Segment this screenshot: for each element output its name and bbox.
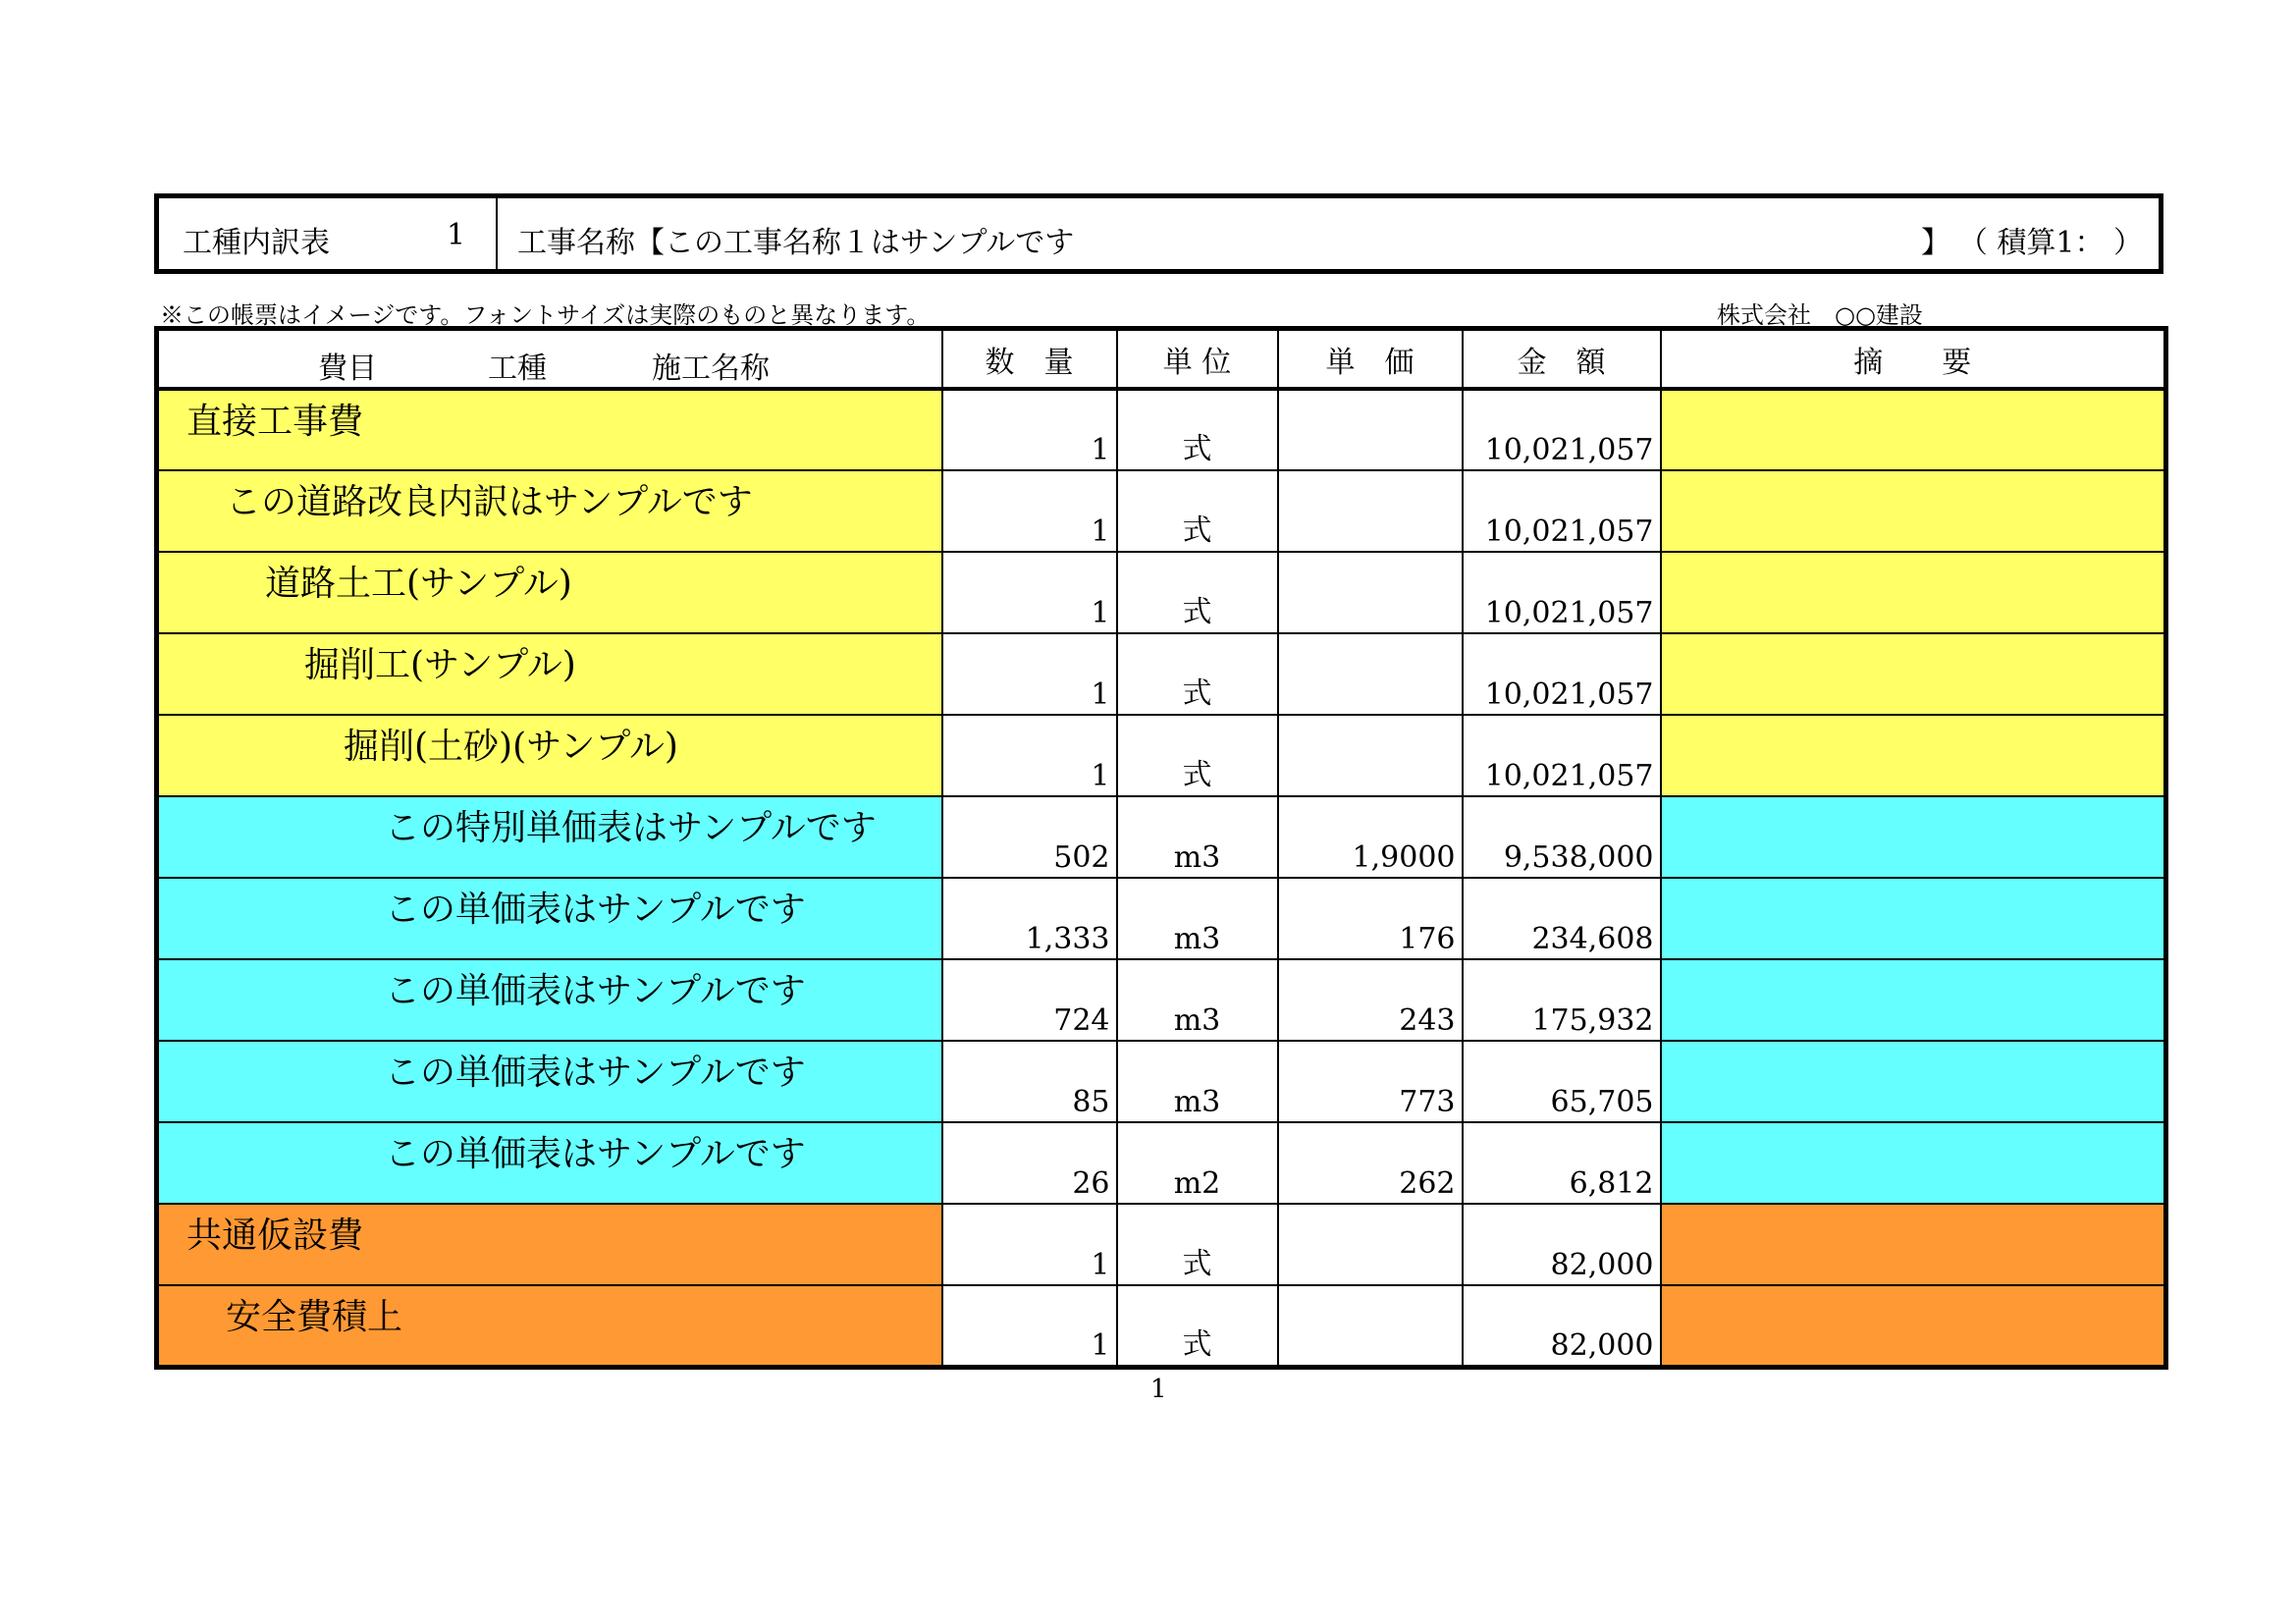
row-remarks bbox=[1661, 878, 2166, 959]
row-unit: m3 bbox=[1117, 1041, 1278, 1122]
table-row bbox=[157, 878, 2166, 959]
col-header-unit: 単 位 bbox=[1117, 329, 1278, 390]
row-unit: m3 bbox=[1117, 878, 1278, 959]
row-name: 道路土工(サンプル) bbox=[265, 564, 572, 604]
row-name: この単価表はサンプルです bbox=[385, 1053, 806, 1093]
table-row bbox=[157, 959, 2166, 1041]
row-name-cell bbox=[157, 959, 942, 1041]
row-amount: 10,021,057 bbox=[1463, 470, 1661, 552]
row-quantity: 1,333 bbox=[942, 878, 1117, 959]
row-unit: 式 bbox=[1117, 1204, 1278, 1285]
row-name: 安全費積上 bbox=[226, 1297, 403, 1337]
row-unit: 式 bbox=[1117, 470, 1278, 552]
row-amount: 82,000 bbox=[1463, 1204, 1661, 1285]
row-price bbox=[1278, 389, 1463, 470]
table-row bbox=[157, 796, 2166, 878]
row-unit: 式 bbox=[1117, 552, 1278, 633]
row-remarks bbox=[1661, 715, 2166, 796]
table-row bbox=[157, 633, 2166, 715]
breakdown-table bbox=[154, 326, 2168, 1370]
row-name: この単価表はサンプルです bbox=[385, 890, 806, 930]
row-remarks bbox=[1661, 1122, 2166, 1204]
row-remarks bbox=[1661, 552, 2166, 633]
row-amount: 82,000 bbox=[1463, 1285, 1661, 1367]
row-amount: 10,021,057 bbox=[1463, 552, 1661, 633]
col-header-price: 単 価 bbox=[1278, 329, 1463, 390]
table-header-row bbox=[157, 329, 2166, 390]
row-name-cell bbox=[157, 796, 942, 878]
col-header-type: 工種 bbox=[488, 351, 547, 386]
row-price: 773 bbox=[1278, 1041, 1463, 1122]
table-body bbox=[157, 389, 2166, 1367]
row-quantity: 1 bbox=[942, 470, 1117, 552]
row-price bbox=[1278, 470, 1463, 552]
row-name-cell bbox=[157, 633, 942, 715]
row-name: 掘削(土砂)(サンプル) bbox=[344, 727, 678, 767]
row-remarks bbox=[1661, 633, 2166, 715]
image-note: ※この帳票はイメージです。フォントサイズは実際のものと異なります。 bbox=[160, 301, 931, 329]
row-price: 262 bbox=[1278, 1122, 1463, 1204]
row-name: この特別単価表はサンプルです bbox=[385, 808, 877, 848]
table-row bbox=[157, 1041, 2166, 1122]
table-row bbox=[157, 1122, 2166, 1204]
row-quantity: 1 bbox=[942, 715, 1117, 796]
row-price bbox=[1278, 552, 1463, 633]
row-amount: 10,021,057 bbox=[1463, 389, 1661, 470]
row-quantity: 1 bbox=[942, 389, 1117, 470]
table-row bbox=[157, 1204, 2166, 1285]
row-quantity: 502 bbox=[942, 796, 1117, 878]
col-header-construction-name: 施工名称 bbox=[652, 351, 770, 386]
row-name-cell bbox=[157, 1122, 942, 1204]
row-price bbox=[1278, 715, 1463, 796]
row-remarks bbox=[1661, 470, 2166, 552]
row-amount: 10,021,057 bbox=[1463, 633, 1661, 715]
report-header bbox=[154, 193, 2163, 274]
row-name-cell bbox=[157, 552, 942, 633]
table-row bbox=[157, 552, 2166, 633]
row-unit: m3 bbox=[1117, 796, 1278, 878]
row-name: この単価表はサンプルです bbox=[385, 971, 806, 1011]
row-unit: 式 bbox=[1117, 633, 1278, 715]
row-remarks bbox=[1661, 1204, 2166, 1285]
project-name-close-bracket: 】 bbox=[1921, 226, 1950, 260]
row-amount: 9,538,000 bbox=[1463, 796, 1661, 878]
col-header-remarks: 摘 要 bbox=[1661, 329, 2166, 390]
row-price: 176 bbox=[1278, 878, 1463, 959]
col-header-item: 費目 bbox=[318, 351, 377, 386]
row-name-cell bbox=[157, 1041, 942, 1122]
row-name: 共通仮設費 bbox=[187, 1216, 364, 1256]
row-amount: 10,021,057 bbox=[1463, 715, 1661, 796]
row-price bbox=[1278, 633, 1463, 715]
table-row bbox=[157, 1285, 2166, 1367]
row-quantity: 1 bbox=[942, 1285, 1117, 1367]
row-quantity: 1 bbox=[942, 633, 1117, 715]
row-quantity: 85 bbox=[942, 1041, 1117, 1122]
row-unit: 式 bbox=[1117, 1285, 1278, 1367]
report-title-cell bbox=[159, 198, 498, 269]
row-quantity: 1 bbox=[942, 1204, 1117, 1285]
row-remarks bbox=[1661, 959, 2166, 1041]
row-quantity: 1 bbox=[942, 552, 1117, 633]
company-name: 株式会社 ○○建設 bbox=[1717, 301, 1923, 329]
row-amount: 234,608 bbox=[1463, 878, 1661, 959]
project-name-cell bbox=[498, 198, 2159, 269]
row-amount: 6,812 bbox=[1463, 1122, 1661, 1204]
table-row bbox=[157, 389, 2166, 470]
row-name-cell bbox=[157, 715, 942, 796]
row-remarks bbox=[1661, 1041, 2166, 1122]
row-price: 243 bbox=[1278, 959, 1463, 1041]
row-name: 直接工事費 bbox=[187, 402, 364, 442]
estimate-label: （ 積算1： ） bbox=[1957, 226, 2143, 260]
col-header-amount: 金 額 bbox=[1463, 329, 1661, 390]
row-remarks bbox=[1661, 389, 2166, 470]
row-amount: 175,932 bbox=[1463, 959, 1661, 1041]
row-remarks bbox=[1661, 796, 2166, 878]
row-name: この単価表はサンプルです bbox=[385, 1134, 806, 1174]
table-row bbox=[157, 470, 2166, 552]
row-name-cell bbox=[157, 389, 942, 470]
row-name-cell bbox=[157, 1285, 942, 1367]
row-unit: m2 bbox=[1117, 1122, 1278, 1204]
row-unit: 式 bbox=[1117, 715, 1278, 796]
row-name-cell bbox=[157, 878, 942, 959]
row-unit: 式 bbox=[1117, 389, 1278, 470]
report-title: 工種内訳表 bbox=[183, 226, 330, 260]
table-row bbox=[157, 715, 2166, 796]
row-name-cell bbox=[157, 470, 942, 552]
row-unit: m3 bbox=[1117, 959, 1278, 1041]
row-name: 掘削工(サンプル) bbox=[304, 645, 576, 685]
row-price: 1,9000 bbox=[1278, 796, 1463, 878]
col-header-quantity: 数 量 bbox=[942, 329, 1117, 390]
row-amount: 65,705 bbox=[1463, 1041, 1661, 1122]
row-quantity: 724 bbox=[942, 959, 1117, 1041]
page-number: 1 bbox=[1150, 1375, 1167, 1404]
row-price bbox=[1278, 1204, 1463, 1285]
row-name-cell bbox=[157, 1204, 942, 1285]
row-quantity: 26 bbox=[942, 1122, 1117, 1204]
row-name: この道路改良内訳はサンプルです bbox=[226, 482, 753, 522]
col-header-name bbox=[157, 329, 942, 390]
report-number: 1 bbox=[447, 218, 466, 252]
row-remarks bbox=[1661, 1285, 2166, 1367]
project-name: 工事名称【この工事名称１はサンプルです bbox=[517, 226, 1075, 260]
row-price bbox=[1278, 1285, 1463, 1367]
